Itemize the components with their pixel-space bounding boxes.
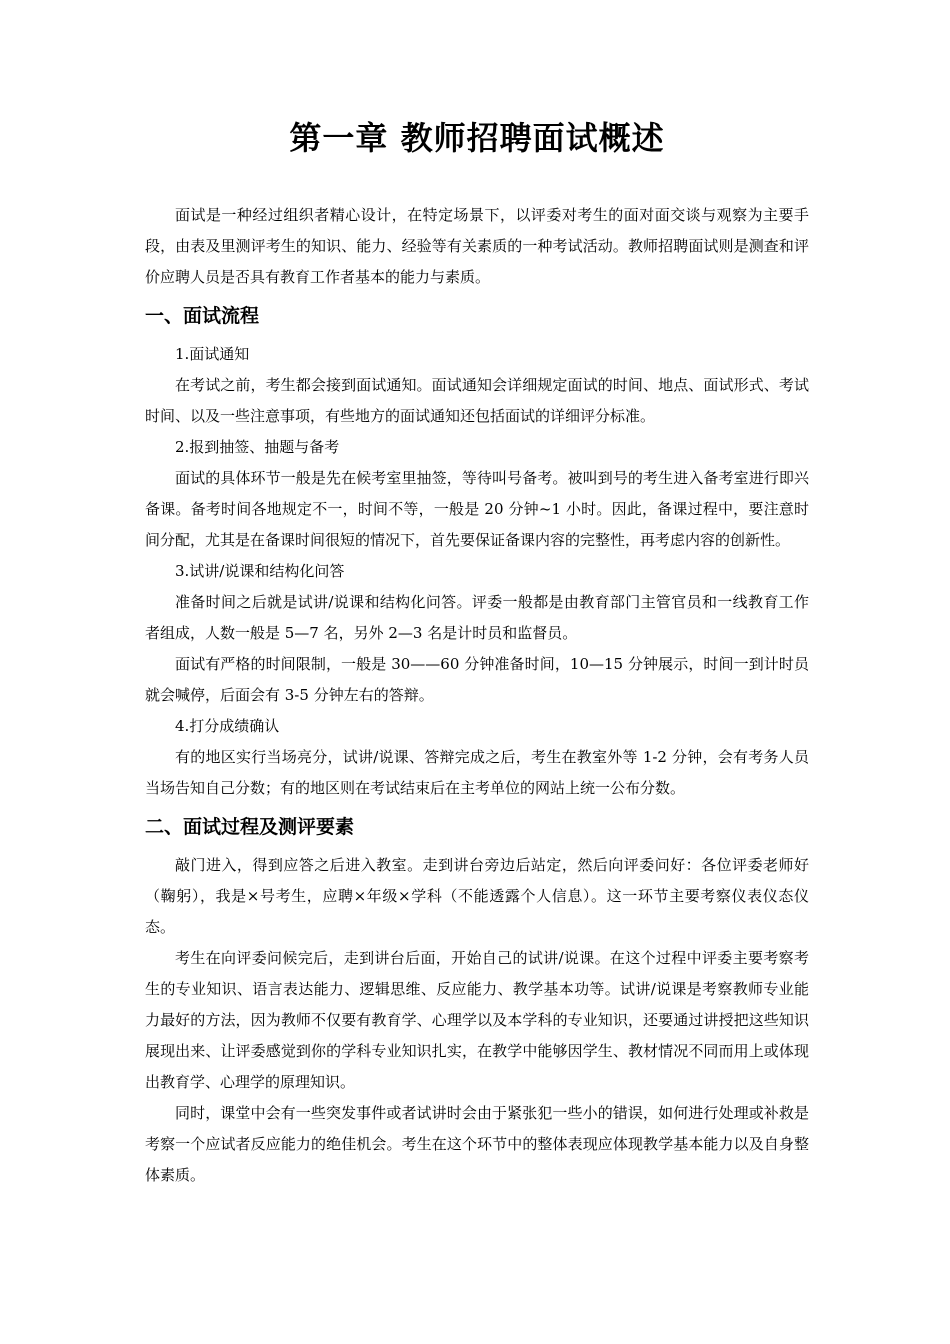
paragraph-trial-lecture-1: 准备时间之后就是试讲/说课和结构化问答。评委一般都是由教育部门主管官员和一线教育工作者组成，人数一般是 5—7 名，另外 2—3 名是计时员和监督员。 <box>145 593 809 642</box>
subheading-scoring: 4.打分成绩确认 <box>175 717 280 735</box>
chapter-title: 第一章 教师招聘面试概述 <box>289 119 665 157</box>
paragraph-lecture: 考生在向评委问候完后，走到讲台后面，开始自己的试讲/说课。在这个过程中评委主要考察考生的专业知识、语言表达能力、逻辑思维、反应能力、教学基本功等。试讲/说课是考察教师专业能力最好的方法，因为教师不仅要有教育学、心理学以及本学科的专业知识，还要通过讲授把这些知识展现出来、让评委感觉到你的学科专业知识扎实，在教学中能够因学生、教材情况不同而用上或体现出教育学、心理学的原理知识。 <box>145 949 809 1091</box>
paragraph-scoring: 有的地区实行当场亮分，试讲/说课、答辩完成之后，考生在教室外等 1-2 分钟，会有考务人员当场告知自己分数；有的地区则在考试结束后在主考单位的网站上统一公布分数。 <box>145 748 809 797</box>
document-page <box>145 110 809 1191</box>
section-heading-interview-process: 一、面试流程 <box>145 305 260 327</box>
intro-paragraph: 面试是一种经过组织者精心设计，在特定场景下，以评委对考生的面对面交谈与观察为主要手段，由表及里测评考生的知识、能力、经验等有关素质的一种考试活动。教师招聘面试则是测查和评价应聘人员是否具有教育工作者基本的能力与素质。 <box>145 206 809 286</box>
paragraph-checkin-lottery: 面试的具体环节一般是先在候考室里抽签，等待叫号备考。被叫到号的考生进入备考室进行即兴备课。备考时间各地规定不一，时间不等，一般是 20 分钟~1 小时。因此，备课过程中，要注意时间分配，尤其是在备课时间很短的情况下，首先要保证备课内容的完整性，再考虑内容的创新性。 <box>145 469 809 549</box>
paragraph-emergency: 同时，课堂中会有一些突发事件或者试讲时会由于紧张犯一些小的错误，如何进行处理或补救是考察一个应试者反应能力的绝佳机会。考生在这个环节中的整体表现应体现教学基本能力以及自身整体素质。 <box>145 1104 809 1184</box>
paragraph-notice: 在考试之前，考生都会接到面试通知。面试通知会详细规定面试的时间、地点、面试形式、考试时间、以及一些注意事项，有些地方的面试通知还包括面试的详细评分标准。 <box>145 376 809 425</box>
paragraph-trial-lecture-2: 面试有严格的时间限制，一般是 30——60 分钟准备时间，10—15 分钟展示，时间一到计时员就会喊停，后面会有 3-5 分钟左右的答辩。 <box>145 655 809 704</box>
paragraph-entry: 敲门进入，得到应答之后进入教室。走到讲台旁边后站定，然后向评委问好：各位评委老师好（鞠躬），我是×号考生，应聘×年级×学科（不能透露个人信息）。这一环节主要考察仪表仪态仪态。 <box>145 856 809 936</box>
subheading-notice: 1.面试通知 <box>175 345 250 363</box>
section-heading-process-elements: 二、面试过程及测评要素 <box>145 816 355 838</box>
subheading-trial-lecture: 3.试讲/说课和结构化问答 <box>175 562 345 580</box>
subheading-checkin-lottery: 2.报到抽签、抽题与备考 <box>175 438 340 456</box>
